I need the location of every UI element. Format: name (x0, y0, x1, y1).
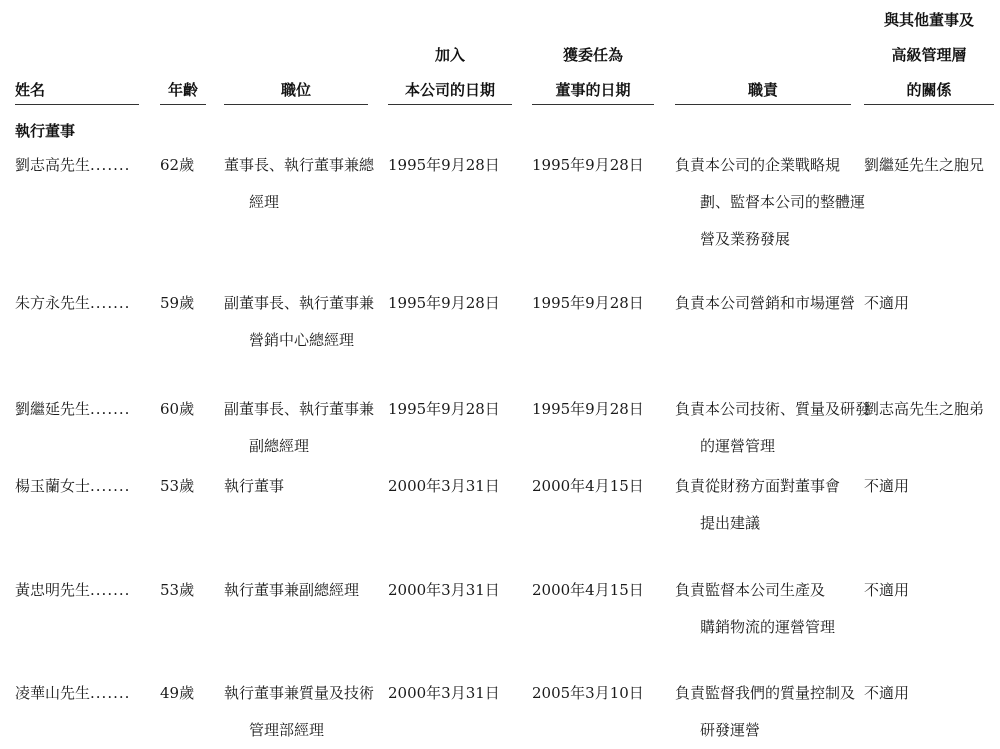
header-duties: 職責 (747, 81, 778, 99)
header-relationship-line1: 與其他董事及 (883, 11, 974, 29)
header-relationship-line3: 的關係 (906, 81, 952, 99)
header-rule-join-date (388, 104, 512, 105)
position-line-2: 管理部經理 (249, 721, 325, 739)
director-age: 60歲 (160, 400, 195, 418)
director-join-date: 2000年3月31日 (388, 581, 500, 599)
header-rule-duties (675, 104, 851, 105)
director-age: 49歲 (160, 684, 195, 702)
director-duties (675, 468, 840, 542)
header-relationship-line2: 高級管理層 (891, 46, 967, 64)
duties-line-1: 負責本公司技術、質量及研發 (675, 400, 871, 418)
director-name-text: 黃忠明先生 (15, 581, 91, 599)
director-name (15, 572, 130, 609)
director-join-date: 1995年9月28日 (388, 294, 500, 312)
section-title-executive-directors: 執行董事 (15, 122, 76, 140)
header-join-date (388, 45, 512, 100)
duties-line-2: 研發運營 (700, 721, 761, 739)
director-age: 53歲 (160, 477, 195, 495)
director-name (15, 675, 130, 712)
duties-line-2: 購銷物流的運營管理 (700, 618, 836, 636)
director-age: 59歲 (160, 294, 195, 312)
director-name-text: 凌華山先生 (15, 684, 91, 702)
director-name (15, 147, 130, 184)
director-join-date: 1995年9月28日 (388, 400, 500, 418)
duties-line-2: 提出建議 (700, 514, 761, 532)
header-join-date-line1: 加入 (434, 46, 465, 64)
director-appoint-date: 2000年4月15日 (532, 581, 644, 599)
director-appoint-date: 1995年9月28日 (532, 156, 644, 174)
director-age: 53歲 (160, 581, 195, 599)
director-name (15, 468, 130, 505)
header-rule-relationship (864, 104, 994, 105)
director-position (224, 391, 374, 465)
header-relationship (864, 10, 994, 100)
director-appoint-date: 1995年9月28日 (532, 400, 644, 418)
header-age: 年齡 (167, 81, 198, 99)
position-line-1: 副董事長、執行董事兼 (224, 294, 375, 312)
director-age: 62歲 (160, 156, 195, 174)
leader-dots: ....... (90, 477, 131, 495)
header-rule-position (224, 104, 368, 105)
header-appoint-date-line2: 董事的日期 (555, 81, 631, 99)
director-duties (675, 285, 855, 322)
header-join-date-line2: 本公司的日期 (404, 81, 495, 99)
duties-line-1: 負責從財務方面對董事會 (675, 477, 841, 495)
header-rule-age (160, 104, 206, 105)
director-relationship: 不適用 (864, 294, 910, 312)
header-rule-name (15, 104, 139, 105)
director-relationship: 不適用 (864, 684, 910, 702)
director-name-text: 楊玉蘭女士 (15, 477, 91, 495)
director-appoint-date: 2005年3月10日 (532, 684, 644, 702)
director-position (224, 468, 284, 505)
director-name-text: 劉志高先生 (15, 156, 91, 174)
director-position (224, 675, 374, 749)
duties-line-1: 負責監督我們的質量控制及 (675, 684, 856, 702)
header-appoint-date (532, 45, 654, 100)
position-line-2: 經理 (249, 193, 280, 211)
director-name (15, 285, 130, 322)
position-line-2: 營銷中心總經理 (249, 331, 355, 349)
director-name (15, 391, 130, 428)
position-line-2: 副總經理 (249, 437, 310, 455)
position-line-1: 副董事長、執行董事兼 (224, 400, 375, 418)
leader-dots: ....... (90, 400, 131, 418)
position-line-1: 執行董事 (224, 477, 285, 495)
director-duties (675, 147, 865, 258)
director-duties (675, 572, 835, 646)
director-duties (675, 391, 870, 465)
position-line-1: 執行董事兼副總經理 (224, 581, 360, 599)
duties-line-2: 劃、監督本公司的整體運 (700, 193, 866, 211)
header-name: 姓名 (15, 81, 46, 99)
director-position (224, 285, 374, 359)
duties-line-2: 的運營管理 (700, 437, 776, 455)
director-position (224, 147, 374, 221)
director-relationship: 劉繼延先生之胞兄 (864, 156, 985, 174)
header-position: 職位 (280, 81, 311, 99)
position-line-1: 執行董事兼質量及技術 (224, 684, 375, 702)
director-appoint-date: 2000年4月15日 (532, 477, 644, 495)
director-position (224, 572, 359, 609)
director-name-text: 劉繼延先生 (15, 400, 91, 418)
director-appoint-date: 1995年9月28日 (532, 294, 644, 312)
duties-line-1: 負責本公司的企業戰略規 (675, 156, 841, 174)
director-join-date: 2000年3月31日 (388, 684, 500, 702)
director-relationship: 劉志高先生之胞弟 (864, 400, 985, 418)
director-join-date: 1995年9月28日 (388, 156, 500, 174)
duties-line-1: 負責本公司營銷和市場運營 (675, 294, 856, 312)
director-join-date: 2000年3月31日 (388, 477, 500, 495)
director-duties (675, 675, 855, 749)
position-line-1: 董事長、執行董事兼總 (224, 156, 375, 174)
leader-dots: ....... (90, 684, 131, 702)
duties-line-1: 負責監督本公司生產及 (675, 581, 826, 599)
leader-dots: ....... (90, 156, 131, 174)
header-appoint-date-line1: 獲委任為 (562, 46, 623, 64)
duties-line-3: 營及業務發展 (700, 230, 791, 248)
director-relationship: 不適用 (864, 477, 910, 495)
leader-dots: ....... (90, 581, 131, 599)
director-relationship: 不適用 (864, 581, 910, 599)
leader-dots: ....... (90, 294, 131, 312)
director-name-text: 朱方永先生 (15, 294, 91, 312)
header-rule-appoint-date (532, 104, 654, 105)
